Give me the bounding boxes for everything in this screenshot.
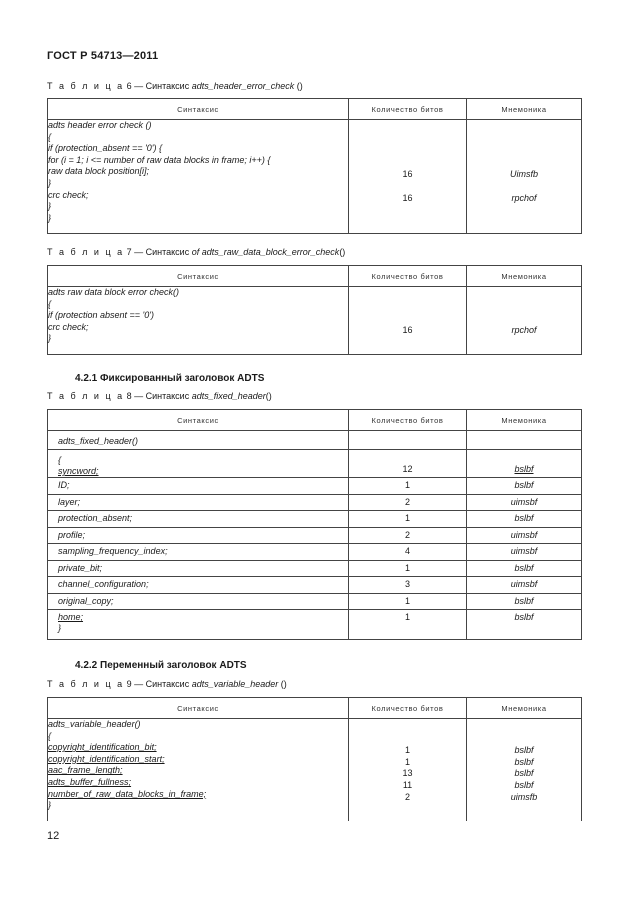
code-line: crc check; (48, 321, 89, 332)
table9-caption-tail: () (278, 679, 287, 689)
mnemonic-value: bslbf (514, 745, 534, 756)
table9-header-syntax: Синтаксис (48, 698, 349, 719)
mnemonic-value: bslbf (467, 478, 582, 495)
table-row (48, 593, 582, 610)
table7-caption-word: Т а б л и ц а (47, 247, 125, 257)
bits-value: 4 (349, 544, 467, 561)
code-line: adts header error check () (48, 120, 152, 130)
table8-caption-tail: () (265, 391, 272, 401)
mnemonic-value: bslbf (467, 511, 582, 528)
code-line: } (48, 212, 52, 223)
bits-value: 2 (404, 791, 410, 802)
bits-value: 1 (349, 610, 467, 640)
code-line: { (48, 131, 52, 142)
table8-header-bits: Количество битов (349, 410, 467, 431)
mnemonic-value: uimsfb (510, 791, 538, 802)
table7-caption-rest: 7 — Синтаксис (124, 247, 192, 257)
bits-value: 13 (402, 768, 413, 779)
table8-header-mnemonic: Мнемоника (467, 410, 582, 431)
table7-mnemonic-cell (467, 287, 582, 355)
bits-value: 1 (349, 511, 467, 528)
table-row (48, 610, 582, 640)
table8 (47, 409, 582, 640)
code-line: if (protection_absent == '0') { (48, 143, 163, 154)
table9-caption-func: adts_variable_header (191, 679, 279, 689)
table9-caption-rest: 9 — Синтаксис (124, 679, 192, 689)
table7-caption-tail: () (339, 247, 346, 257)
table7-bits-cell (349, 287, 467, 355)
table8-caption (47, 391, 272, 401)
table9-bits-cell (349, 719, 467, 822)
code-line: adts_buffer_fullness; (48, 776, 132, 787)
table7-syntax-cell (48, 287, 349, 355)
table9-caption (47, 679, 287, 689)
table6-mnemonic-cell (467, 120, 582, 234)
table9-header-mnemonic: Мнемоника (467, 698, 582, 719)
field-name: profile; (48, 527, 349, 544)
mnemonic-value: bslbf (514, 768, 534, 779)
table6-syntax-cell (48, 120, 349, 234)
code-line: adts_variable_header() (48, 719, 141, 729)
table7-header-mnemonic: Мнемоника (467, 266, 582, 287)
code-line: if (protection absent == '0') (48, 310, 154, 321)
code-line: } (48, 800, 52, 811)
mnemonic-value: uimsbf (467, 544, 582, 561)
bits-value: 1 (404, 756, 410, 767)
table-row (48, 577, 582, 594)
bits-value: 12 (349, 450, 467, 478)
table7-caption (47, 247, 345, 257)
document-header: ГОСТ Р 54713—2011 (47, 50, 159, 62)
mnemonic-value: bslbf (467, 560, 582, 577)
mnemonic-value: bslbf (467, 593, 582, 610)
mnemonic-value: bslbf (467, 610, 582, 640)
code-line: } (48, 333, 52, 344)
table-row (48, 494, 582, 511)
table6-header-mnemonic: Мнемоника (467, 99, 582, 120)
field-name: channel_configuration; (48, 577, 349, 594)
mnemonic-value: Uimsfb (509, 169, 538, 180)
bits-value: 16 (402, 192, 413, 203)
field-name: syncword; (58, 466, 99, 476)
table9-mnemonic-cell (467, 719, 582, 822)
table9-syntax-cell (48, 719, 349, 822)
field-name: protection_absent; (48, 511, 349, 528)
function-name: adts_fixed_header() (58, 435, 139, 446)
field-name: layer; (48, 494, 349, 511)
table6-header-bits: Количество битов (349, 99, 467, 120)
table9-caption-word: Т а б л и ц а (47, 679, 125, 689)
table6-caption-rest: 6 — Синтаксис (124, 81, 192, 91)
brace-open: { (58, 455, 62, 465)
table7-caption-func: of adts_raw_data_block_error_check (191, 247, 340, 257)
table-row (48, 527, 582, 544)
code-line: { (48, 298, 52, 309)
table-row (48, 544, 582, 561)
mnemonic-value: uimsbf (467, 494, 582, 511)
bits-value: 16 (402, 169, 413, 180)
mnemonic-value: bslbf (467, 450, 582, 478)
section-4-2-2-heading: 4.2.2 Переменный заголовок ADTS (75, 660, 247, 671)
page-number: 12 (47, 830, 60, 842)
mnemonic-value: bslbf (514, 779, 534, 790)
table-row (48, 560, 582, 577)
table7-header-bits: Количество битов (349, 266, 467, 287)
table8-caption-func: adts_fixed_header (191, 391, 266, 401)
table9 (47, 697, 582, 821)
table7-header-syntax: Синтаксис (48, 266, 349, 287)
field-name: private_bit; (48, 560, 349, 577)
bits-value: 2 (349, 494, 467, 511)
code-line: aac_frame_length; (48, 765, 123, 776)
code-line: raw data block position[i]; (48, 166, 150, 177)
bits-value: 11 (402, 779, 413, 790)
table8-caption-rest: 8 — Синтаксис (124, 391, 192, 401)
bits-value: 16 (402, 324, 413, 335)
bits-value: 2 (349, 527, 467, 544)
table6-caption (47, 81, 303, 91)
bits-value: 1 (349, 478, 467, 495)
table6-caption-tail: () (294, 81, 303, 91)
mnemonic-value: rpchof (511, 192, 537, 203)
code-line: crc check; (48, 189, 89, 200)
bits-value: 3 (349, 577, 467, 594)
code-line: number_of_raw_data_blocks_in_frame; (48, 788, 207, 799)
table6-bits-cell (349, 120, 467, 234)
code-line: { (48, 730, 52, 741)
field-name: original_copy; (48, 593, 349, 610)
mnemonic-value: uimsbf (467, 527, 582, 544)
table9-header-bits: Количество битов (349, 698, 467, 719)
code-line: for (i = 1; i <= number of raw data blocks in frame; i++) { (48, 154, 271, 165)
table8-caption-word: Т а б л и ц а (47, 391, 125, 401)
mnemonic-value: rpchof (511, 324, 537, 335)
bits-value: 1 (404, 745, 410, 756)
table-row (48, 450, 582, 478)
code-line: copyright_identification_bit; (48, 742, 157, 753)
mnemonic-value: uimsbf (467, 577, 582, 594)
field-name: ID; (48, 478, 349, 495)
table8-header-syntax: Синтаксис (48, 410, 349, 431)
table-row (48, 511, 582, 528)
table7 (47, 265, 582, 355)
code-line: copyright_identification_start; (48, 753, 165, 764)
table6 (47, 98, 582, 234)
code-line: } (48, 177, 52, 188)
bits-value: 1 (349, 560, 467, 577)
mnemonic-value: bslbf (514, 756, 534, 767)
section-4-2-1-heading: 4.2.1 Фиксированный заголовок ADTS (75, 373, 265, 384)
table-row (48, 478, 582, 495)
table6-caption-func: adts_header_error_check (191, 81, 295, 91)
field-name: home; (58, 612, 84, 622)
table8-function-cell (48, 431, 349, 450)
field-name: sampling_frequency_index; (48, 544, 349, 561)
code-line: adts raw data block error check() (48, 287, 180, 297)
table6-caption-word: Т а б л и ц а (47, 81, 125, 91)
bits-value: 1 (349, 593, 467, 610)
brace-close: } (58, 623, 62, 633)
code-line: } (48, 201, 52, 212)
table6-header-syntax: Синтаксис (48, 99, 349, 120)
